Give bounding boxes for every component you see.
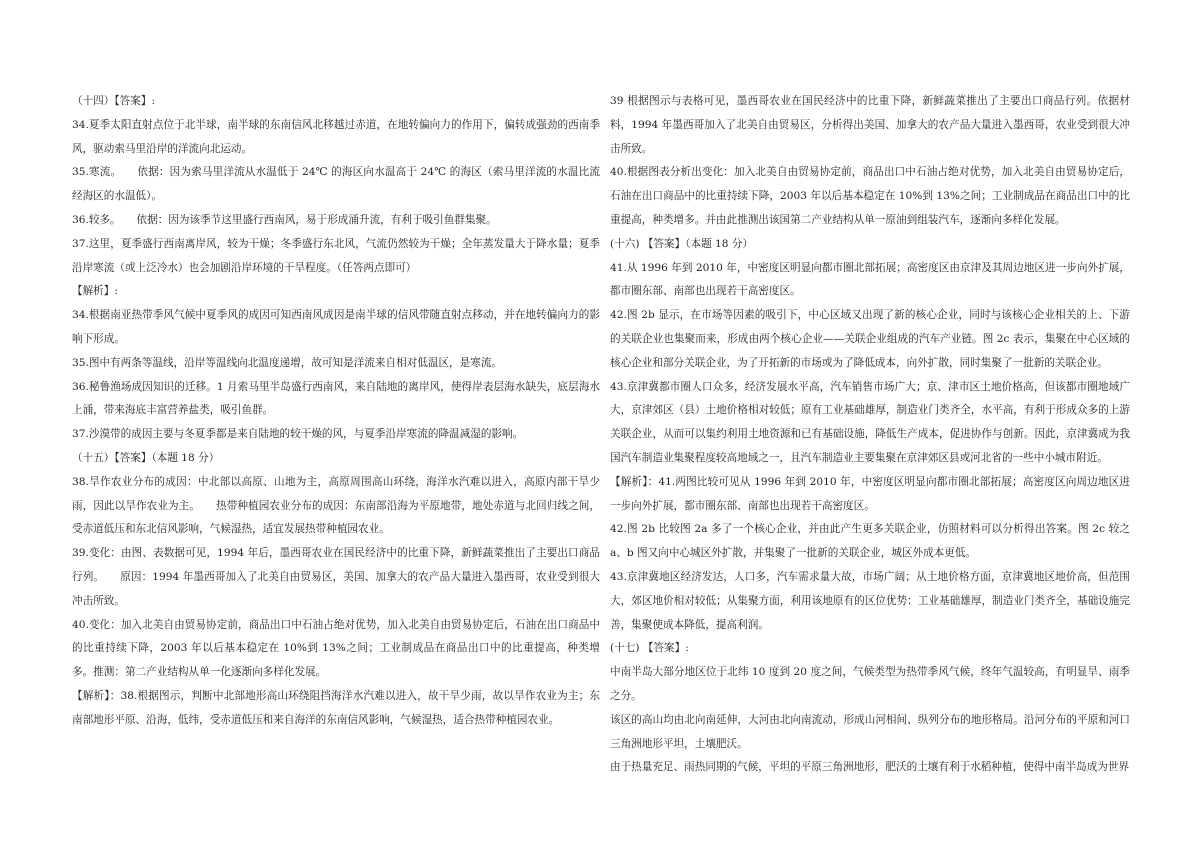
section-17-heading: (十七) 【答案】: [610,642,689,655]
answer-42: 42.图 2b 显示，在市场等因素的吸引下，中心区域又出现了新的核心企业，同时与该核心企业相关的上、下游的关联企业也集聚而来，形成由两个核心企业——关联企业组成的汽车产业链。图 2c 表示，集聚在中心区域的核心企业和部分关联企业，为了开拓新的市场或为了降低成本，向外扩散，同时集聚了一批新的关联企业。 [610,309,1130,369]
analysis-41: 【解析】：41.两图比较可见从 1996 年到 2010 年，中密度区明显向都市圈北部拓展；高密度区向周边地区进一步向外扩展，都市圈东部、南部也出现若干高密度区。 [610,475,1130,512]
answer-40: 40.变化：加入北美自由贸易协定前，商品出口中石油占绝对优势，加入北美自由贸易协定后，石油在出口商品中的比重持续下降，2003 年以后基本稳定在 10%到 13%之间；工业制成品在商品出口中的比重提高，种类增多。推测：第二产业结构从单一化逐渐向多样化发展。 [72,618,600,679]
answer-43: 43.京津冀都市圈人口众多，经济发展水平高，汽车销售市场广大；京、津市区土地价格高，但该都市圈地域广大，京津郊区（县）土地价格相对较低；原有工业基础雄厚，制造业门类齐全，水平高，有利于形成众多的上游关联企业，从而可以集约利用土地资源和已有基础设施，降低生产成本，促进协作与创新。因此，京津冀成为我国汽车制造业集聚程度较高地域之一，且汽车制造业主要集聚在京津郊区县或河北省的一些中小城市附近。 [610,380,1130,464]
answer-38: 38.旱作农业分布的成因：中北部以高原、山地为主，高原周围高山环绕，海洋水汽难以进入，高原内部干旱少雨，因此以旱作农业为主。 热带种植园农业分布的成因：东南部沿海为平原地带，地处赤道与北回归线之间，受赤道低压和东北信风影响，气候湿热，适宜发展热带种植园农业。 [72,475,600,536]
right-column [610,90,1130,780]
left-column [72,90,600,733]
answer-39: 39.变化：由图、表数据可见，1994 年后，墨西哥农业在国民经济中的比重下降，新鲜蔬菜推出了主要出口商品行列。 原因：1994 年墨西哥加入了北美自由贸易区，美国、加拿大的农产品大量进入墨西哥，农业受到很大冲击所致。 [72,547,600,607]
analysis-14-heading: 【解析】: [72,285,118,298]
answer-35: 35.寒流。 依据：因为索马里洋流从水温低于 24℃ 的海区向水温高于 24℃ 的海区（索马里洋流的水温比流经海区的水温低）。 [72,166,600,203]
answer-17-conclusion: 由于热量充足、雨热同期的气候，平坦的平原三角洲地形，肥沃的土壤有利于水稻种植，使得中南半岛成为世界 [610,761,1130,774]
analysis-40: 40.根据图表分析出变化：加入北美自由贸易协定前，商品出口中石油占绝对优势，加入北美自由贸易协定后，石油在出口商品中的比重持续下降，2003 年以后基本稳定在 10%到 13%之间；工业制成品在商品出口中的比重提高，种类增多。并由此推测出该国第二产业结构从单一原油到组装汽车，逐渐向多样化发展。 [610,166,1130,226]
section-15-heading: （十五）【答案】（本题 18 分） [72,451,220,464]
answer-36: 36.较多。 依据：因为该季节这里盛行西南风，易于形成涌升流，有利于吸引鱼群集聚。 [72,213,497,226]
answer-17-climate: 中南半岛大部分地区位于北纬 10 度到 20 度之间，气候类型为热带季风气候，终年气温较高，有明显旱、雨季之分。 [610,666,1130,702]
answer-34: 34.夏季太阳直射点位于北半球，南半球的东南信风北移越过赤道，在地转偏向力的作用下，偏转成强劲的西南季风，驱动索马里沿岸的洋流向北运动。 [72,118,600,155]
analysis-42: 42.图 2b 比较图 2a 多了一个核心企业，并由此产生更多关联企业，仿照材料可以分析得出答案。图 2c 较之 a、b 图又向中心城区外扩散，并集聚了一批新的关联企业，城区外成本更低。 [610,523,1130,560]
analysis-39: 39 根据图示与表格可见，墨西哥农业在国民经济中的比重下降，新鲜蔬菜推出了主要出口商品行列。依据材料，1994 年墨西哥加入了北美自由贸易区，分析得出美国、加拿大的农产品大量进入墨西哥，农业受到很大冲击所致。 [610,95,1130,155]
analysis-37: 37.沙漠带的成因主要与冬夏季都是来自陆地的较干燥的风，与夏季沿岸寒流的降温减湿的影响。 [72,428,524,441]
analysis-34: 34.根据南亚热带季风气候中夏季风的成因可知西南风成因是南半球的信风带随直射点移动，并在地转偏向力的影响下形成。 [72,309,600,345]
answer-17-terrain: 该区的高山均由北向南延伸，大河由北向南流动，形成山河相间、纵列分布的地形格局。沿河分布的平原和河口三角洲地形平坦，土壤肥沃。 [610,713,1130,750]
section-14-heading: （十四）【答案】: [72,95,156,107]
analysis-36: 36.秘鲁渔场成因知识的迁移。1 月索马里半岛盛行西南风，来自陆地的离岸风，使得岸表层海水缺失，底层海水上涌，带来海底丰富营养盐类，吸引鱼群。 [72,380,600,417]
analysis-35: 35.图中有两条等温线，沿岸等温线向北温度递增，故可知是洋流来自相对低温区，是寒流。 [72,356,503,369]
analysis-38: 【解析】：38.根据图示，判断中北部地形高山环绕阻挡海洋水汽难以进入，故干旱少雨，故以旱作农业为主；东南部地形平原、沿海，低纬，受赤道低压和来自海洋的东南信风影响，气候湿热，适合热带种植园农业。 [72,689,600,726]
section-16-heading: (十六) 【答案】（本题 18 分） [610,237,754,250]
answer-41: 41.从 1996 年到 2010 年，中密度区明显向都市圈北部拓展；高密度区由京津及其周边地区进一步向外扩展，都市圈东部、南部也出现若干高密度区。 [610,261,1130,298]
analysis-43: 43.京津冀地区经济发达，人口多，汽车需求量大故，市场广阔；从土地价格方面，京津冀地区地价高，但范围大，郊区地价相对较低；从集聚方面，利用该地原有的区位优势：工业基础雄厚，制造业门类齐全，基础设施完善，集聚使成本降低，提高利润。 [610,570,1130,631]
answer-37: 37.这里，夏季盛行西南离岸风，较为干燥；冬季盛行东北风，气流仍然较为干燥；全年蒸发量大于降水量；夏季沿岸寒流（或上泛冷水）也会加剧沿岸环境的干旱程度。（任答两点即可） [72,237,600,274]
